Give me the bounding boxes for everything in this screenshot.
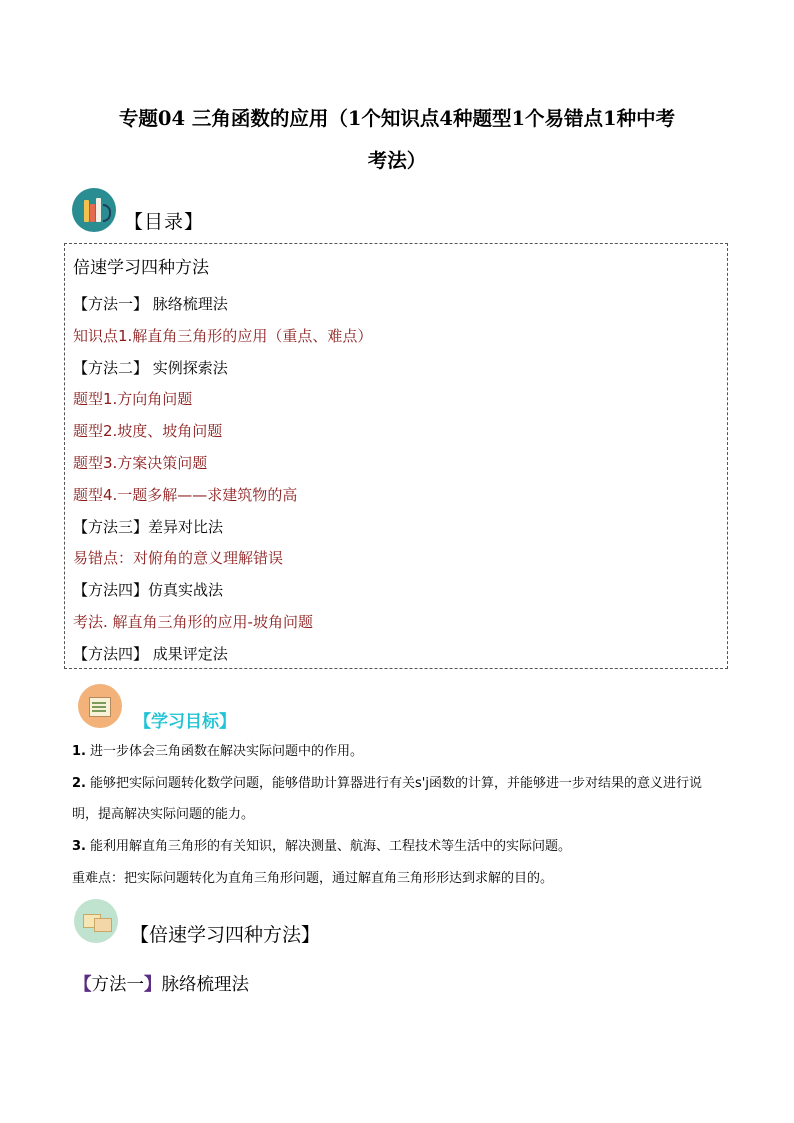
toc-item[interactable]: 题型4.一题多解——求建筑物的高	[73, 486, 298, 504]
goal-item: 3. 能利用解直角三角形的有关知识，解决测量、航海、工程技术等生活中的实际问题。	[72, 839, 572, 854]
toc-item[interactable]: 【方法三】差异对比法	[73, 518, 224, 536]
method-one-heading: 【方法一】脉络梳理法	[74, 975, 249, 995]
toc-item[interactable]: 【方法四】 成果评定法	[73, 645, 228, 663]
key-difficulty: 重难点：把实际问题转化为直角三角形问题，通过解直角三角形形达到求解的目的。	[72, 871, 554, 886]
toc-item[interactable]: 考法. 解直角三角形的应用-坡角问题	[73, 613, 313, 631]
goals-label: 【学习目标】	[134, 712, 236, 732]
notepad-icon	[78, 684, 122, 728]
methods-label: 【倍速学习四种方法】	[130, 924, 321, 946]
toc-item[interactable]: 题型2.坡度、坡角问题	[73, 422, 223, 440]
toc-box	[64, 243, 728, 669]
toc-item[interactable]: 易错点：对俯角的意义理解错误	[73, 549, 284, 567]
toc-item[interactable]: 【方法四】仿真实战法	[73, 581, 224, 599]
toc-item[interactable]: 【方法一】 脉络梳理法	[73, 295, 228, 313]
methods-header	[74, 893, 321, 946]
toc-header	[72, 184, 204, 232]
goal-item: 1. 进一步体会三角函数在解决实际问题中的作用。	[72, 744, 364, 759]
cards-icon	[74, 899, 118, 943]
toc-item[interactable]: 题型3.方案决策问题	[73, 454, 208, 472]
toc-item[interactable]: 【方法二】 实例探索法	[73, 359, 228, 377]
toc-item[interactable]: 知识点1.解直角三角形的应用（重点、难点）	[73, 327, 373, 345]
toc-item[interactable]: 倍速学习四种方法	[73, 258, 209, 278]
toc-item[interactable]: 题型1.方向角问题	[73, 390, 193, 408]
toc-label: 【目录】	[124, 211, 205, 233]
title-line-1: 专题04 三角函数的应用（1个知识点4种题型1个易错点1种中考	[118, 107, 676, 130]
goal-item: 2. 能够把实际问题转化数学问题，能够借助计算器进行有关s'j函数的计算，并能够进一步对结果的意义进行说明，提高解决实际问题的能力。	[72, 776, 702, 822]
page-title	[60, 98, 734, 182]
books-icon	[72, 188, 116, 232]
goals-header	[78, 678, 236, 732]
title-line-2: 考法）	[367, 149, 427, 172]
